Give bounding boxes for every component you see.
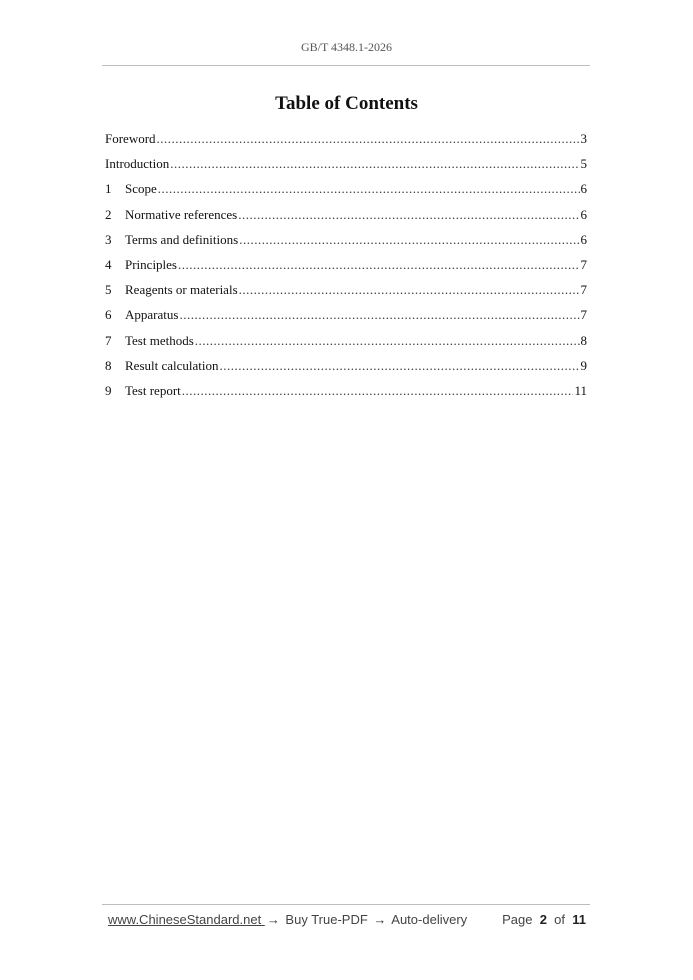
toc-entry[interactable]	[105, 282, 587, 307]
toc-entry-label: Test methods	[125, 332, 194, 348]
toc-entry-number: 8	[105, 357, 112, 373]
toc-entry-page: 6	[580, 181, 587, 197]
toc-title: Table of Contents	[275, 93, 418, 114]
toc-entry-page: 11	[574, 382, 587, 398]
toc-entry-page: 7	[580, 282, 587, 298]
header-divider	[102, 65, 590, 66]
toc-entry-page: 9	[580, 357, 587, 373]
toc-entry-number: 5	[105, 282, 112, 298]
page-indicator	[502, 912, 586, 927]
footer-promo	[108, 912, 467, 927]
toc-dot-leader	[178, 257, 580, 273]
toc-entry[interactable]	[105, 257, 587, 282]
toc-dot-leader	[220, 358, 580, 374]
toc-dot-leader	[170, 156, 579, 172]
toc-dot-leader	[179, 307, 579, 323]
website-link[interactable]: www.ChineseStandard.net	[108, 912, 265, 927]
toc-entry[interactable]	[105, 383, 587, 408]
toc-entry-number: 3	[105, 231, 112, 247]
toc-entry-label: Terms and definitions	[125, 231, 239, 247]
toc-entry-number: 4	[105, 256, 112, 272]
toc-entry-number: 1	[105, 181, 112, 197]
toc-list	[105, 131, 587, 408]
toc-entry[interactable]	[105, 156, 587, 181]
toc-entry-page: 8	[580, 332, 587, 348]
toc-entry[interactable]	[105, 232, 587, 257]
toc-entry-label: Foreword	[105, 131, 156, 146]
document-code: GB/T 4348.1-2026	[300, 40, 393, 54]
toc-entry[interactable]	[105, 181, 587, 206]
toc-entry-number: 6	[105, 307, 112, 323]
toc-entry-page: 7	[580, 307, 587, 323]
toc-entry-page: 3	[580, 131, 587, 146]
toc-dot-leader	[158, 181, 580, 197]
toc-dot-leader	[239, 282, 580, 298]
toc-entry-number: 9	[105, 382, 112, 398]
toc-entry-page: 6	[580, 206, 587, 222]
of-word: of	[554, 912, 566, 927]
toc-entry-label: Test report	[125, 382, 181, 398]
toc-entry[interactable]	[105, 131, 587, 156]
toc-entry-page: 5	[580, 156, 587, 172]
auto-delivery-text: Auto-delivery	[388, 912, 468, 927]
toc-dot-leader	[238, 207, 579, 223]
toc-entry-number: 2	[105, 206, 112, 222]
footer	[108, 912, 586, 930]
toc-entry-label: Introduction	[105, 156, 170, 172]
toc-dot-leader	[195, 333, 580, 349]
page-word: Page	[502, 912, 533, 927]
footer-divider	[102, 904, 590, 905]
toc-entry[interactable]	[105, 207, 587, 232]
toc-entry-page: 6	[580, 231, 587, 247]
arrow-right-icon: →	[266, 912, 280, 927]
toc-entry-label: Scope	[125, 181, 157, 197]
toc-entry-label: Reagents or materials	[125, 282, 238, 298]
toc-entry-label: Principles	[125, 256, 177, 272]
toc-entry-page: 7	[580, 256, 587, 272]
toc-dot-leader	[239, 232, 579, 248]
toc-entry[interactable]	[105, 307, 587, 332]
toc-entry[interactable]	[105, 358, 587, 383]
total-page-number: 11	[572, 912, 586, 927]
buy-pdf-text: Buy True-PDF	[281, 912, 372, 927]
toc-entry-label: Apparatus	[125, 307, 179, 323]
toc-dot-leader	[182, 383, 574, 399]
toc-entry-label: Result calculation	[125, 357, 219, 373]
current-page-number: 2	[539, 912, 547, 927]
arrow-right-icon: →	[373, 912, 387, 927]
toc-entry[interactable]	[105, 333, 587, 358]
toc-entry-number: 7	[105, 332, 112, 348]
toc-dot-leader	[157, 131, 580, 147]
toc-entry-label: Normative references	[125, 206, 238, 222]
